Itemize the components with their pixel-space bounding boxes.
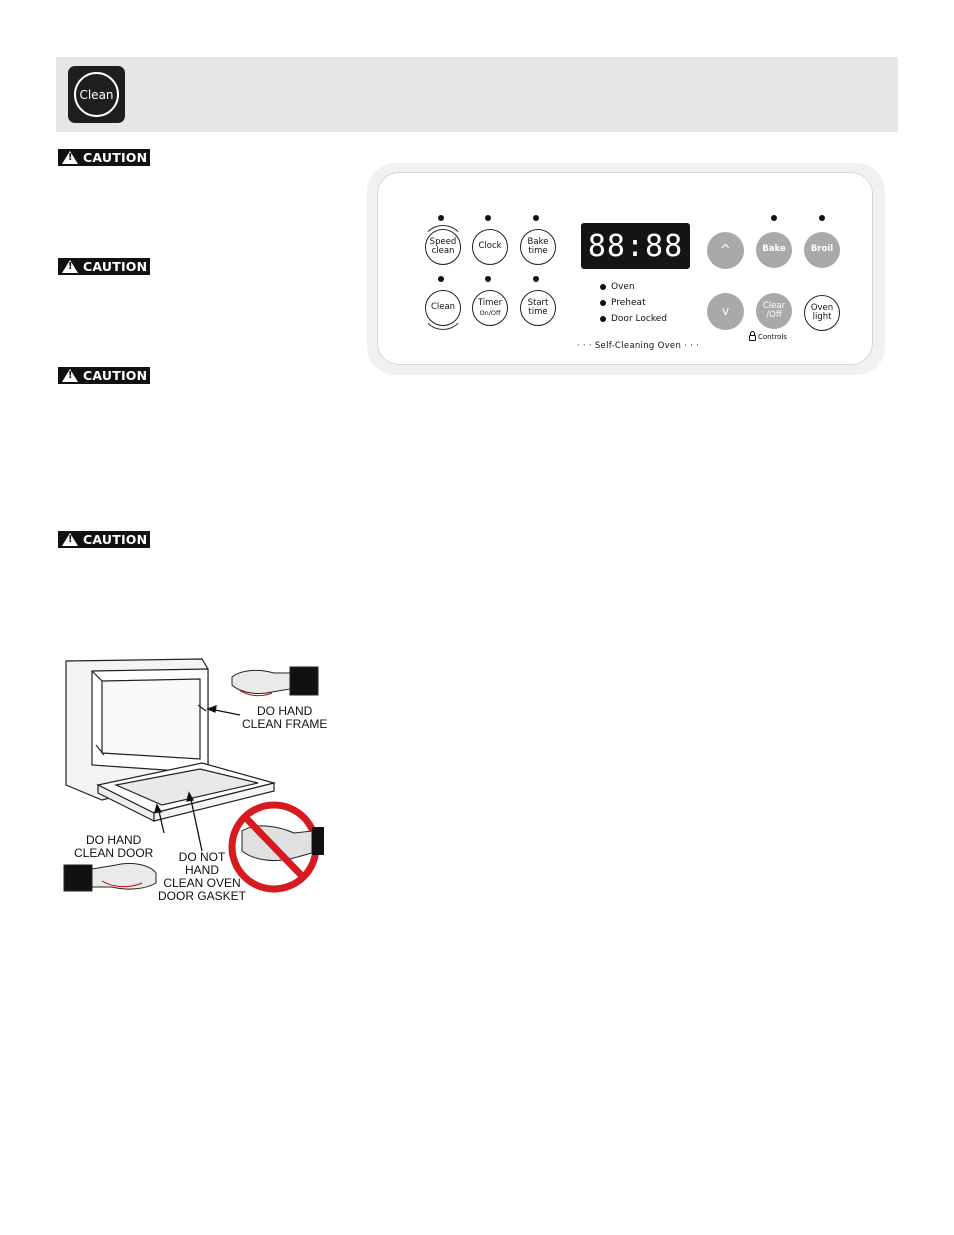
start-time-indicator-dot <box>533 276 539 282</box>
bake-button[interactable]: Bake <box>756 232 792 268</box>
clear-off-button[interactable]: Clear /Off <box>756 293 792 329</box>
self-cleaning-oven-label: · · · Self-Cleaning Oven · · · <box>576 341 700 351</box>
controls-lock-label: Controls <box>749 332 787 341</box>
warning-icon <box>62 151 78 164</box>
do-not-clean-gasket-label: DO NOT HAND CLEAN OVEN DOOR GASKET <box>158 850 247 903</box>
control-panel-face <box>377 172 873 365</box>
warning-icon <box>62 369 78 382</box>
broil-indicator-dot <box>819 215 825 221</box>
up-arrow-button[interactable] <box>707 232 744 269</box>
down-arrow-button[interactable] <box>707 293 744 330</box>
caution-label: CAUTION <box>83 150 148 165</box>
speed-clean-indicator-dot <box>438 215 444 221</box>
do-hand-clean-door-label: DO HAND CLEAN DOOR <box>74 833 154 860</box>
caution-label: CAUTION <box>83 368 148 383</box>
indicator-dot <box>600 316 606 322</box>
speed-clean-button[interactable]: Speed clean <box>425 229 461 265</box>
caution-badge-3 <box>58 367 150 384</box>
broil-button[interactable]: Broil <box>804 232 840 268</box>
door-locked-indicator: Door Locked <box>600 314 667 324</box>
caution-label: CAUTION <box>83 259 148 274</box>
preheat-indicator: Preheat <box>600 298 646 308</box>
timer-on-off-button[interactable]: Timer On/Off <box>472 290 508 326</box>
caution-badge-1 <box>58 149 150 166</box>
clean-icon-label: Clean <box>74 72 119 117</box>
oven-light-button[interactable]: Oven light <box>804 295 840 331</box>
clean-indicator-dot <box>438 276 444 282</box>
caution-label: CAUTION <box>83 532 148 547</box>
digital-display: 88:88 <box>581 223 690 269</box>
bake-time-button[interactable]: Bake time <box>520 229 556 265</box>
oven-control-panel <box>367 163 885 375</box>
oven-indicator: Oven <box>600 282 635 292</box>
indicator-dot <box>600 284 606 290</box>
timer-indicator-dot <box>485 276 491 282</box>
caution-badge-2 <box>58 258 150 275</box>
clock-indicator-dot <box>485 215 491 221</box>
oven-cleaning-illustration <box>62 655 327 905</box>
bake-indicator-dot <box>771 215 777 221</box>
chevron-down-icon: v <box>721 303 730 318</box>
do-hand-clean-frame-label: DO HAND CLEAN FRAME <box>242 704 328 731</box>
indicator-dot <box>600 300 606 306</box>
warning-icon <box>62 533 78 546</box>
clean-icon <box>68 66 125 123</box>
start-time-button[interactable]: Start time <box>520 290 556 326</box>
chevron-up-icon: ^ <box>720 242 731 258</box>
warning-icon <box>62 260 78 273</box>
caution-badge-4 <box>58 531 150 548</box>
clean-button[interactable]: Clean <box>425 290 461 326</box>
section-header <box>56 57 898 132</box>
lock-icon <box>749 335 756 341</box>
bake-time-indicator-dot <box>533 215 539 221</box>
clock-button[interactable]: Clock <box>472 229 508 265</box>
